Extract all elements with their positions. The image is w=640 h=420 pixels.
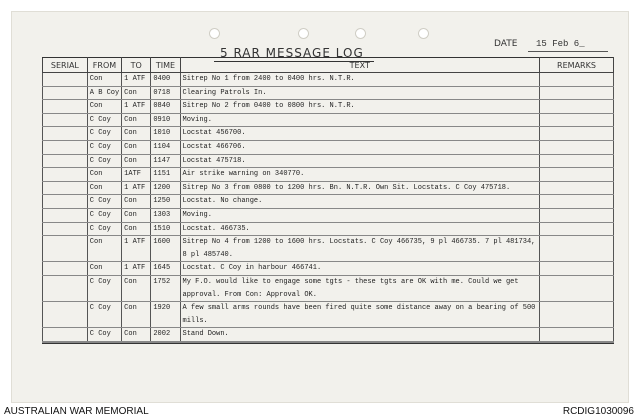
- table-row: [43, 302, 614, 328]
- cell-serial: [43, 100, 88, 114]
- cell-remarks: [539, 222, 613, 236]
- table-row: [43, 154, 614, 168]
- cell-text: My F.O. would like to engage some tgts - these tgts are OK with me. Could we get approval. From Con: Approval OK.: [180, 275, 539, 301]
- cell-serial: [43, 328, 88, 342]
- cell-text: Sitrep No 1 from 2400 to 0400 hrs. N.T.R.: [180, 73, 539, 87]
- cell-time: 1151: [151, 168, 180, 182]
- cell-from: [87, 342, 121, 343]
- table-row: [43, 86, 614, 100]
- cell-time: 1752: [151, 275, 180, 301]
- table-row: [43, 222, 614, 236]
- cell-remarks: [539, 275, 613, 301]
- punch-hole: [298, 28, 309, 39]
- cell-from: C Coy: [87, 127, 121, 141]
- cell-from: C Coy: [87, 222, 121, 236]
- col-header-remarks: REMARKS: [539, 58, 613, 73]
- date-value: 15 Feb 6_: [536, 39, 585, 49]
- cell-remarks: [539, 236, 613, 262]
- table-row: [43, 181, 614, 195]
- cell-serial: [43, 262, 88, 276]
- col-header-from: FROM: [87, 58, 121, 73]
- col-header-serial: SERIAL: [43, 58, 88, 73]
- cell-to: Con: [122, 328, 151, 342]
- cell-remarks: [539, 208, 613, 222]
- table-row: [43, 342, 614, 343]
- cell-serial: [43, 275, 88, 301]
- cell-text: Locstat 456700.: [180, 127, 539, 141]
- cell-to: 1 ATF: [122, 262, 151, 276]
- cell-time: 1104: [151, 140, 180, 154]
- cell-time: 1147: [151, 154, 180, 168]
- cell-to: Con: [122, 302, 151, 328]
- cell-from: C Coy: [87, 154, 121, 168]
- table-row: [43, 195, 614, 209]
- cell-to: Con: [122, 86, 151, 100]
- cell-to: Con: [122, 195, 151, 209]
- cell-time: 1250: [151, 195, 180, 209]
- cell-from: C Coy: [87, 140, 121, 154]
- cell-serial: [43, 140, 88, 154]
- cell-remarks: [539, 113, 613, 127]
- table-row: [43, 168, 614, 182]
- cell-to: Con: [122, 222, 151, 236]
- cell-serial: [43, 208, 88, 222]
- cell-to: Con: [122, 127, 151, 141]
- cell-time: 1010: [151, 127, 180, 141]
- col-header-time: TIME: [151, 58, 180, 73]
- cell-to: 1 ATF: [122, 73, 151, 87]
- cell-time: 1303: [151, 208, 180, 222]
- table-row: [43, 140, 614, 154]
- cell-from: Con: [87, 100, 121, 114]
- cell-text: Locstat 475718.: [180, 154, 539, 168]
- cell-from: C Coy: [87, 328, 121, 342]
- cell-time: 1510: [151, 222, 180, 236]
- cell-from: C Coy: [87, 113, 121, 127]
- cell-from: C Coy: [87, 208, 121, 222]
- cell-time: 0910: [151, 113, 180, 127]
- cell-serial: [43, 127, 88, 141]
- cell-serial: [43, 154, 88, 168]
- table-header-row: [43, 58, 614, 73]
- cell-serial: [43, 168, 88, 182]
- table-row: [43, 113, 614, 127]
- footer-source: AUSTRALIAN WAR MEMORIAL: [4, 406, 149, 417]
- table-row: [43, 328, 614, 342]
- cell-from: Con: [87, 236, 121, 262]
- cell-to: Con: [122, 275, 151, 301]
- punch-hole: [355, 28, 366, 39]
- cell-remarks: [539, 342, 613, 343]
- cell-time: 1920: [151, 302, 180, 328]
- cell-from: Con: [87, 168, 121, 182]
- cell-from: C Coy: [87, 195, 121, 209]
- col-header-text: TEXT: [180, 58, 539, 73]
- cell-text: Sitrep No 4 from 1200 to 1600 hrs. Locstats. C Coy 466735, 9 pl 466735. 7 pl 481734, 8 pl 485740.: [180, 236, 539, 262]
- log-title-text: 5 RAR MESSAGE LOG: [220, 46, 364, 60]
- cell-remarks: [539, 100, 613, 114]
- cell-remarks: [539, 86, 613, 100]
- cell-text: Locstat. 466735.: [180, 222, 539, 236]
- cell-remarks: [539, 195, 613, 209]
- message-log-table: [42, 57, 614, 344]
- cell-from: Con: [87, 73, 121, 87]
- cell-serial: [43, 342, 88, 343]
- date-label: DATE: [494, 39, 518, 49]
- cell-text: Stand Down.: [180, 328, 539, 342]
- cell-serial: [43, 222, 88, 236]
- cell-time: 2002: [151, 328, 180, 342]
- table-row: [43, 236, 614, 262]
- cell-remarks: [539, 168, 613, 182]
- cell-text: A few small arms rounds have been fired quite some distance away on a bearing of 500 mills.: [180, 302, 539, 328]
- cell-from: C Coy: [87, 275, 121, 301]
- cell-remarks: [539, 154, 613, 168]
- cell-to: Con: [122, 208, 151, 222]
- cell-time: 1645: [151, 262, 180, 276]
- cell-remarks: [539, 140, 613, 154]
- cell-remarks: [539, 181, 613, 195]
- cell-time: 0718: [151, 86, 180, 100]
- table-row: [43, 275, 614, 301]
- cell-to: 1 ATF: [122, 181, 151, 195]
- cell-remarks: [539, 302, 613, 328]
- table-row: [43, 73, 614, 87]
- footer-reference: RCDIG1030096: [562, 406, 634, 417]
- cell-to: Con: [122, 113, 151, 127]
- cell-remarks: [539, 73, 613, 87]
- cell-time: 1600: [151, 236, 180, 262]
- cell-remarks: [539, 127, 613, 141]
- cell-to: [122, 342, 151, 343]
- col-header-to: TO: [122, 58, 151, 73]
- cell-from: Con: [87, 181, 121, 195]
- cell-serial: [43, 181, 88, 195]
- cell-text: Clearing Patrols In.: [180, 86, 539, 100]
- cell-to: Con: [122, 154, 151, 168]
- cell-to: 1 ATF: [122, 100, 151, 114]
- cell-text: Sitrep No 2 from 0400 to 0800 hrs. N.T.R.: [180, 100, 539, 114]
- cell-text: Moving.: [180, 208, 539, 222]
- punch-hole: [418, 28, 429, 39]
- cell-time: 0400: [151, 73, 180, 87]
- cell-text: Sitrep No 3 from 0800 to 1200 hrs. Bn. N.T.R. Own Sit. Locstats. C Coy 475718.: [180, 181, 539, 195]
- cell-remarks: [539, 328, 613, 342]
- cell-from: Con: [87, 262, 121, 276]
- cell-remarks: [539, 262, 613, 276]
- cell-serial: [43, 113, 88, 127]
- punch-hole: [209, 28, 220, 39]
- cell-text: Locstat. C Coy in harbour 466741.: [180, 262, 539, 276]
- cell-text: Locstat 466706.: [180, 140, 539, 154]
- table-row: [43, 127, 614, 141]
- cell-to: 1ATF: [122, 168, 151, 182]
- cell-to: 1 ATF: [122, 236, 151, 262]
- table-row: [43, 100, 614, 114]
- cell-time: [151, 342, 180, 343]
- cell-to: Con: [122, 140, 151, 154]
- cell-text: [180, 342, 539, 343]
- cell-serial: [43, 195, 88, 209]
- cell-serial: [43, 86, 88, 100]
- cell-time: 0840: [151, 100, 180, 114]
- cell-from: C Coy: [87, 302, 121, 328]
- table-row: [43, 262, 614, 276]
- cell-serial: [43, 302, 88, 328]
- cell-from: A B Coy: [87, 86, 121, 100]
- table-row: [43, 208, 614, 222]
- cell-serial: [43, 236, 88, 262]
- table-body: [43, 73, 614, 344]
- cell-text: Moving.: [180, 113, 539, 127]
- cell-text: Air strike warning on 340770.: [180, 168, 539, 182]
- cell-text: Locstat. No change.: [180, 195, 539, 209]
- cell-time: 1200: [151, 181, 180, 195]
- cell-serial: [43, 73, 88, 87]
- date-underline: [528, 51, 608, 52]
